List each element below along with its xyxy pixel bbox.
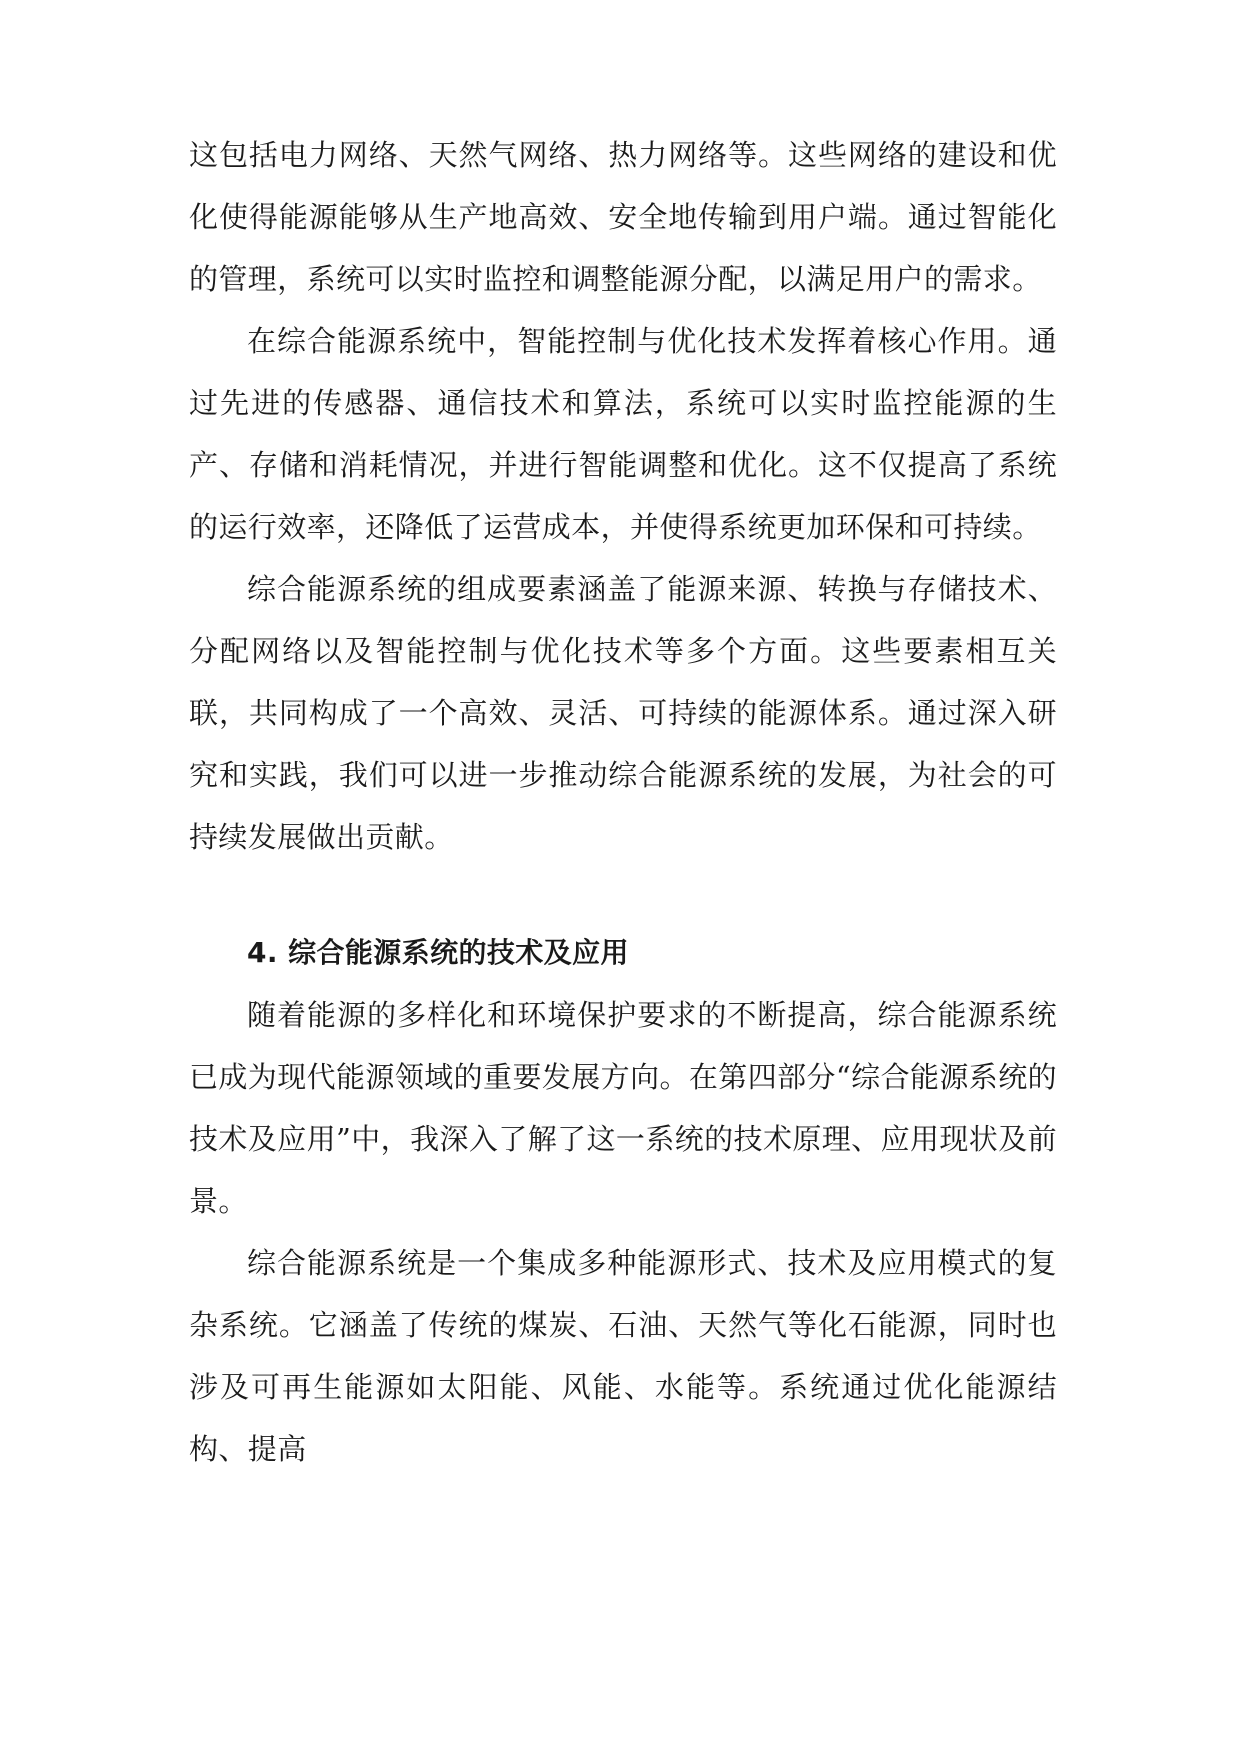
- section-heading: 4. 综合能源系统的技术及应用: [247, 936, 629, 969]
- paragraph: 随着能源的多样化和环境保护要求的不断提高，综合能源系统已成为现代能源领域的重要发展方向。在第四部分“综合能源系统的技术及应用”中，我深入了解了这一系统的技术原理、应用现状及前景。: [189, 998, 1057, 1218]
- document-body: [189, 124, 1057, 1480]
- paragraph-continued: 这包括电力网络、天然气网络、热力网络等。这些网络的建设和优化使得能源能够从生产地高效、安全地传输到用户端。通过智能化的管理，系统可以实时监控和调整能源分配，以满足用户的需求。: [189, 138, 1057, 296]
- paragraph: 综合能源系统的组成要素涵盖了能源来源、转换与存储技术、分配网络以及智能控制与优化技术等多个方面。这些要素相互关联，共同构成了一个高效、灵活、可持续的能源体系。通过深入研究和实践，我们可以进一步推动综合能源系统的发展，为社会的可持续发展做出贡献。: [189, 572, 1057, 854]
- paragraph: 在综合能源系统中，智能控制与优化技术发挥着核心作用。通过先进的传感器、通信技术和算法，系统可以实时监控能源的生产、存储和消耗情况，并进行智能调整和优化。这不仅提高了系统的运行效率，还降低了运营成本，并使得系统更加环保和可持续。: [189, 324, 1057, 544]
- paragraph: 综合能源系统是一个集成多种能源形式、技术及应用模式的复杂系统。它涵盖了传统的煤炭、石油、天然气等化石能源，同时也涉及可再生能源如太阳能、风能、水能等。系统通过优化能源结构、提高: [189, 1246, 1057, 1466]
